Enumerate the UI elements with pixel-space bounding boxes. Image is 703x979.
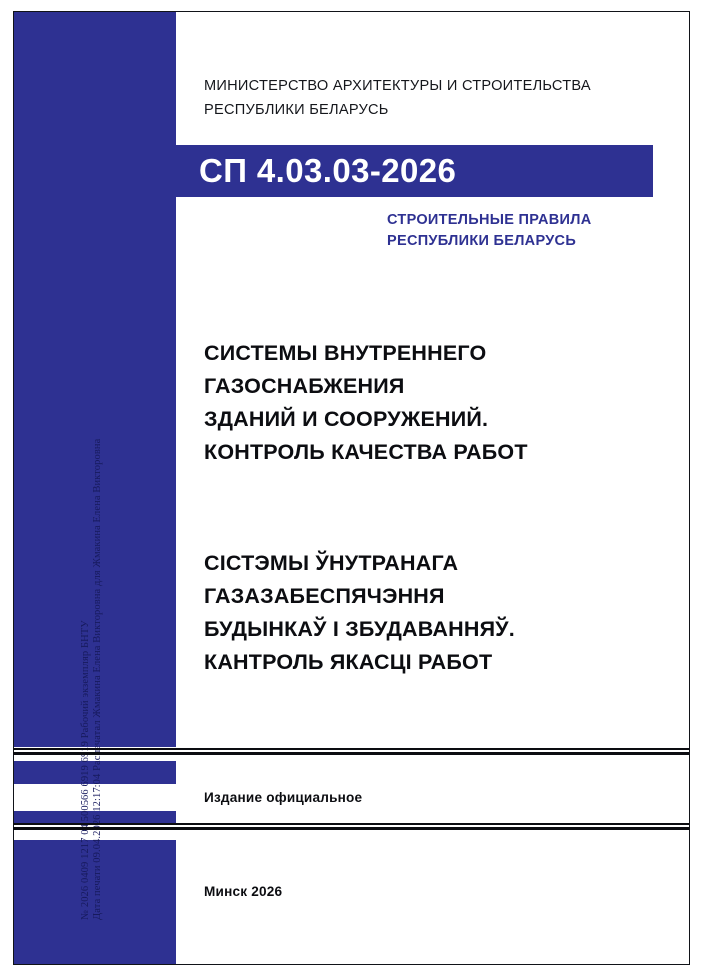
title-be-line-4: КАНТРОЛЬ ЯКАСЦІ РАБОТ bbox=[204, 650, 493, 674]
title-be-line-1: СІСТЭМЫ ЎНУТРАНАГА bbox=[204, 551, 459, 575]
spine-notch-lower bbox=[14, 824, 176, 840]
title-ru-line-1: СИСТЕМЫ ВНУТРЕННЕГО bbox=[204, 341, 487, 365]
cover-content bbox=[176, 12, 689, 964]
document-subtitle bbox=[387, 210, 687, 252]
ministry-line-2: РЕСПУБЛИКИ БЕЛАРУСЬ bbox=[204, 102, 389, 118]
blue-spine-column bbox=[14, 12, 176, 964]
title-ru-line-2: ГАЗОСНАБЖЕНИЯ bbox=[204, 374, 405, 398]
edition-note: Издание официальное bbox=[204, 790, 363, 805]
title-ru-line-4: КОНТРОЛЬ КАЧЕСТВА РАБОТ bbox=[204, 440, 528, 464]
title-russian bbox=[204, 337, 674, 469]
standard-code-band bbox=[166, 145, 653, 197]
standard-code: СП 4.03.03-2026 bbox=[199, 152, 457, 189]
title-belarusian bbox=[204, 547, 674, 679]
subtitle-line-2: РЕСПУБЛИКИ БЕЛАРУСЬ bbox=[387, 233, 577, 249]
subtitle-line-1: СТРОИТЕЛЬНЫЕ ПРАВИЛА bbox=[387, 212, 592, 228]
watermark-line-1: № 2026 0409 1217 04 500566 6919 6919 Рабочий экземпляр БНТУ bbox=[80, 620, 91, 920]
title-be-line-2: ГАЗАЗАБЕСПЯЧЭННЯ bbox=[204, 584, 445, 608]
ministry-heading bbox=[204, 74, 654, 122]
spine-notch-middle bbox=[14, 784, 176, 811]
city-year: Минск 2026 bbox=[204, 884, 283, 899]
ministry-line-1: МИНИСТЕРСТВО АРХИТЕКТУРЫ И СТРОИТЕЛЬСТВА bbox=[204, 78, 591, 94]
title-be-line-3: БУДЫНКАЎ І ЗБУДАВАННЯЎ. bbox=[204, 617, 515, 641]
watermark-line-2: Дата печати 09.04.2026 12:17:04 Распечатал Жмакина Елена Викторовна для Жмакина Елена Викторовна bbox=[92, 438, 103, 920]
title-ru-line-3: ЗДАНИЙ И СООРУЖЕНИЙ. bbox=[204, 407, 489, 431]
